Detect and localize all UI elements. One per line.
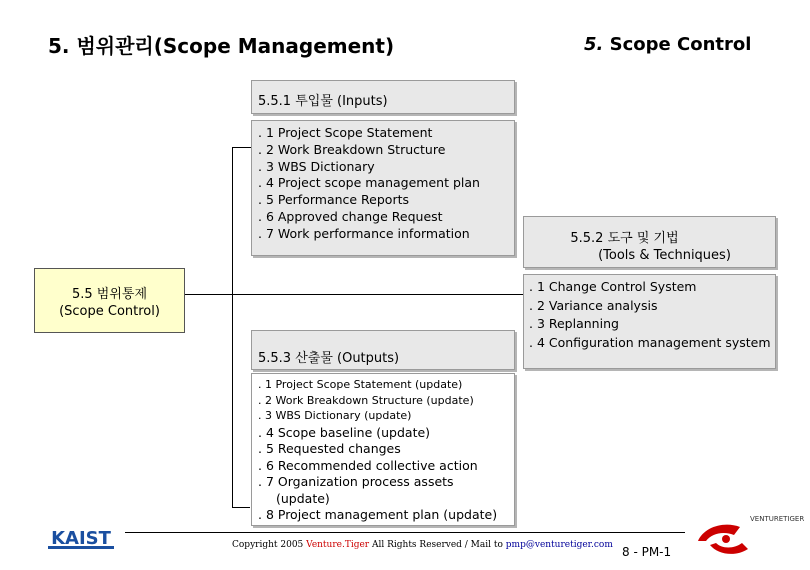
list-item: . 2 Variance analysis	[529, 297, 658, 313]
list-item: . 6 Approved change Request	[258, 208, 443, 224]
footer-rule	[125, 532, 685, 533]
section-number: 5.	[584, 34, 604, 55]
bracket-bottom-tick	[232, 507, 250, 508]
list-item: . 7 Work performance information	[258, 225, 470, 241]
copyright-prefix: Copyright 2005	[232, 540, 307, 550]
tools-header-line2: (Tools & Techniques)	[598, 248, 731, 263]
outputs-list	[252, 424, 514, 525]
list-item: . 2 Work Breakdown Structure	[258, 141, 446, 157]
kaist-logo	[48, 528, 114, 552]
list-item: . 3 Replanning	[529, 316, 619, 332]
copyright-text	[232, 540, 613, 550]
list-item: . 4 Project scope management plan	[258, 175, 480, 191]
inputs-header: 5.5.1 투입물 (Inputs)	[258, 94, 388, 109]
tools-header-line1: 5.5.2 도구 및 기법	[570, 231, 679, 246]
list-item: . 3 WBS Dictionary	[258, 158, 375, 174]
venturetiger-logo-text: VENTURETIGER	[750, 515, 805, 523]
list-item: . 1 Project Scope Statement	[258, 125, 433, 140]
outputs-header-box	[251, 330, 515, 370]
bracket-top-tick	[232, 147, 252, 148]
inputs-list-box	[251, 120, 515, 256]
outputs-list-box	[251, 373, 515, 526]
outputs-header: 5.5.3 산출물 (Outputs)	[258, 351, 400, 366]
list-item: . 5 Requested changes	[258, 441, 401, 457]
inputs-list	[252, 121, 514, 243]
section-title	[584, 34, 751, 55]
copyright-mail[interactable]: pmp@venturetiger.com	[505, 540, 613, 550]
list-item: . 8 Project management plan (update)	[258, 507, 498, 523]
tools-header-box	[523, 216, 776, 268]
list-item: . 7 Organization process assets	[258, 474, 454, 490]
bracket-vertical-line	[232, 147, 233, 507]
list-item: (update)	[276, 490, 330, 506]
list-item: . 6 Recommended collective action	[258, 457, 478, 473]
process-title: 5.5 범위통제	[71, 287, 148, 302]
section-label: Scope Control	[609, 34, 752, 55]
list-item: . 1 Project Scope Statement (update)	[258, 378, 463, 391]
process-box	[34, 268, 185, 333]
kaist-logo-text: KAIST	[51, 528, 111, 549]
outputs-small-list	[252, 374, 514, 424]
list-item: . 3 WBS Dictionary (update)	[258, 409, 412, 422]
list-item: . 4 Scope baseline (update)	[258, 424, 431, 440]
copyright-brand: Venture.Tiger	[306, 540, 370, 550]
list-item: . 1 Change Control System	[529, 279, 697, 294]
page-number: 8 - PM-1	[622, 545, 672, 559]
copyright-mid: All Rights Reserved / Mail to	[369, 540, 506, 550]
tools-list-box	[523, 274, 776, 369]
list-item: . 2 Work Breakdown Structure (update)	[258, 393, 474, 407]
list-item: . 4 Configuration management system	[529, 334, 771, 350]
process-to-tools-line	[185, 294, 523, 295]
venturetiger-logo	[690, 505, 805, 565]
page-title: 5. 범위관리(Scope Management)	[48, 34, 395, 58]
list-item: . 5 Performance Reports	[258, 192, 410, 208]
process-subtitle: (Scope Control)	[59, 304, 160, 319]
inputs-header-box	[251, 80, 515, 114]
tools-list	[524, 275, 775, 352]
